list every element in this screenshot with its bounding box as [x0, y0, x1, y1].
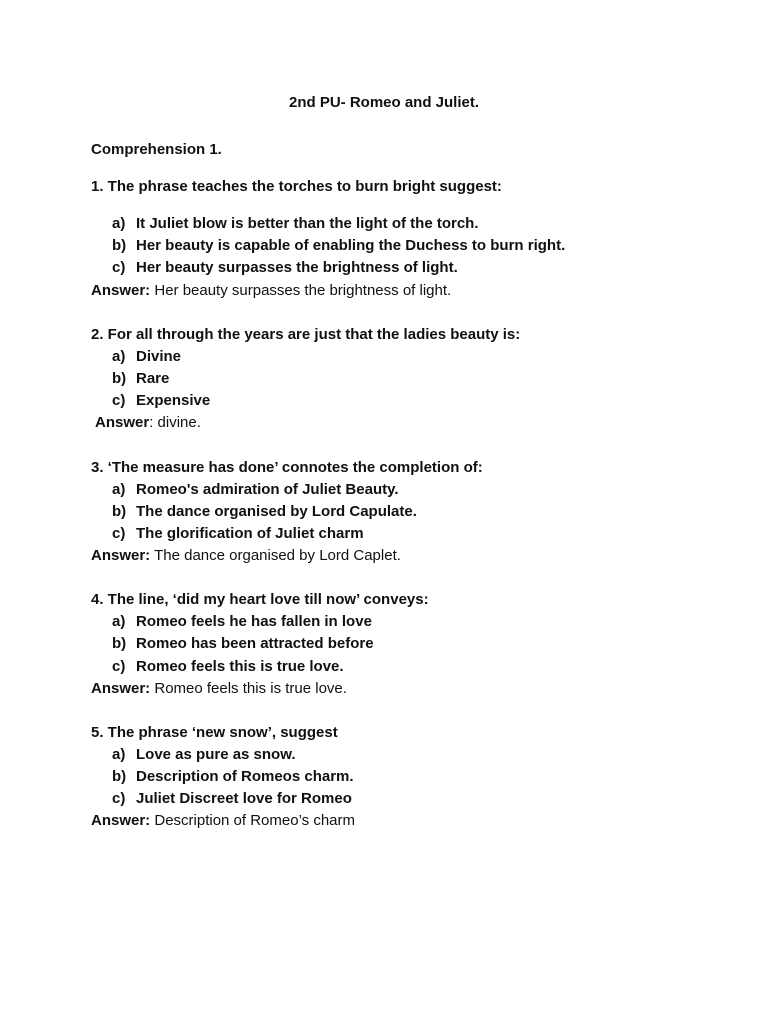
option-label: c) [112, 259, 126, 276]
question-3-answer [91, 547, 401, 564]
answer-text: The dance organised by Lord Caplet. [150, 547, 401, 564]
option-text: Divine [136, 348, 182, 365]
option-label: c) [112, 790, 126, 807]
option-text: Romeo feels he has fallen in love [136, 613, 372, 630]
question-5-answer [91, 812, 355, 829]
question-1-option-a [112, 215, 479, 232]
question-4-option-a [112, 613, 372, 630]
option-label: b) [112, 768, 127, 785]
answer-key: Answer: [91, 812, 151, 829]
question-2-option-c [112, 392, 210, 409]
question-3-option-c [112, 525, 364, 542]
question-5: 5. The phrase ‘new snow’, suggest [91, 724, 338, 741]
option-text: Her beauty surpasses the brightness of light. [136, 259, 458, 276]
question-5-option-a [112, 746, 296, 763]
question-5-option-c [112, 790, 352, 807]
question-2-option-b [112, 370, 169, 387]
question-4-option-c [112, 658, 344, 675]
option-label: b) [112, 635, 127, 652]
option-label: c) [112, 392, 126, 409]
option-text: It Juliet blow is better than the light of the torch. [136, 215, 479, 232]
option-text: Romeo feels this is true love. [136, 658, 344, 675]
page-title: 2nd PU- Romeo and Juliet. [288, 94, 480, 111]
option-text: Romeo's admiration of Juliet Beauty. [136, 481, 399, 498]
question-2: 2. For all through the years are just that the ladies beauty is: [91, 326, 521, 343]
answer-text: Romeo feels this is true love. [150, 680, 347, 697]
question-2-answer [95, 414, 201, 431]
question-3-option-a [112, 481, 399, 498]
option-text: Her beauty is capable of enabling the Duchess to burn right. [136, 237, 566, 254]
answer-text: Description of Romeo’s charm [150, 812, 355, 829]
answer-key: Answer: [91, 547, 151, 564]
question-1-answer [91, 282, 451, 299]
option-label: c) [112, 525, 126, 542]
option-text: The glorification of Juliet charm [136, 525, 364, 542]
option-text: Description of Romeos charm. [136, 768, 354, 785]
question-4-option-b [112, 635, 374, 652]
option-text: Romeo has been attracted before [136, 635, 374, 652]
answer-text: : divine. [149, 414, 201, 431]
option-text: Love as pure as snow. [136, 746, 296, 763]
option-text: Juliet Discreet love for Romeo [136, 790, 352, 807]
answer-text: Her beauty surpasses the brightness of light. [150, 282, 452, 299]
option-label: a) [112, 348, 126, 365]
option-label: a) [112, 215, 126, 232]
answer-key: Answer: [91, 680, 151, 697]
question-3: 3. ‘The measure has done’ connotes the completion of: [91, 459, 483, 476]
option-label: b) [112, 370, 127, 387]
option-label: a) [112, 613, 126, 630]
option-text: The dance organised by Lord Capulate. [136, 503, 417, 520]
question-1: 1. The phrase teaches the torches to burn bright suggest: [91, 178, 502, 195]
option-label: c) [112, 658, 126, 675]
option-text: Expensive [136, 392, 211, 409]
option-label: a) [112, 746, 126, 763]
question-5-option-b [112, 768, 354, 785]
question-3-option-b [112, 503, 417, 520]
question-4: 4. The line, ‘did my heart love till now’ conveys: [91, 591, 429, 608]
question-1-option-c [112, 259, 458, 276]
answer-key: Answer [95, 414, 150, 431]
option-text: Rare [136, 370, 170, 387]
option-label: b) [112, 503, 127, 520]
answer-key: Answer: [91, 282, 151, 299]
question-1-option-b [112, 237, 565, 254]
section-heading: Comprehension 1. [91, 141, 222, 158]
question-4-answer [91, 680, 347, 697]
option-label: b) [112, 237, 127, 254]
option-label: a) [112, 481, 126, 498]
question-2-option-a [112, 348, 181, 365]
